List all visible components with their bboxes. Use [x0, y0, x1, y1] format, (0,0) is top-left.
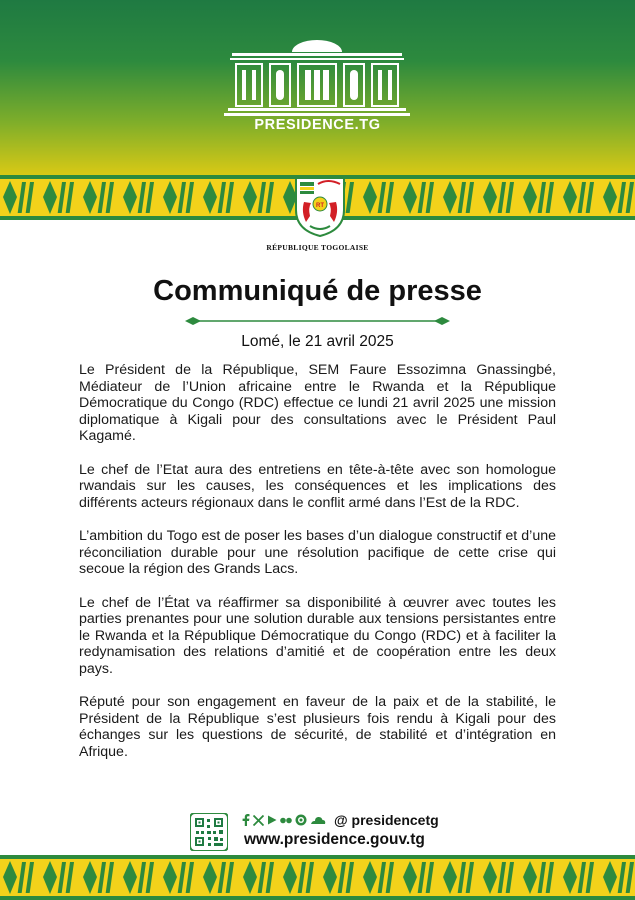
kente-band-bottom: [0, 855, 635, 900]
title-divider: [185, 316, 450, 326]
qr-code-icon[interactable]: [190, 813, 228, 851]
site-name: PRESIDENCE.TG: [254, 117, 381, 133]
emblem-monogram: RT: [316, 203, 324, 209]
paragraph: L’ambition du Togo est de poser les bases d’un dialogue constructif et d’une réconciliation durable pour une résolution pacifique de cette crise qui secoue la région des Grands Lacs.: [79, 528, 556, 577]
facebook-icon[interactable]: [242, 814, 250, 826]
whatsapp-icon[interactable]: [295, 814, 307, 826]
youtube-icon[interactable]: [267, 815, 277, 825]
date-line: Lomé, le 21 avril 2025: [241, 333, 394, 350]
republique-caption: RÉPUBLIQUE TOGOLAISE: [266, 243, 369, 252]
coat-of-arms-icon: [292, 176, 348, 238]
flickr-icon[interactable]: [280, 817, 292, 824]
social-links: [242, 812, 439, 828]
page-title: Communiqué de presse: [153, 275, 482, 307]
communique-body: [79, 362, 556, 777]
paragraph: Le chef de l’Etat aura des entretiens en tête-à-tête avec son homologue rwandais sur les causes, les conséquences et les implications des différents acteurs régionaux dans le conflit armé dans l’Est de la RDC.: [79, 461, 556, 511]
soundcloud-icon[interactable]: [310, 816, 326, 825]
presidential-palace-logo: [222, 38, 412, 118]
paragraph: Le chef de l’État va réaffirmer sa disponibilité à œuvrer avec toutes les parties prenantes pour une solution durable aux tensions persistantes entre le Rwanda et la République Démocratique du Congo (RDC) et à faciliter la redynamisation des relations d’amitié et de coopération entre les deux pays.: [79, 594, 556, 677]
website-link[interactable]: www.presidence.gouv.tg: [244, 831, 425, 848]
social-handle[interactable]: @ presidencetg: [334, 812, 439, 828]
paragraph: Le Président de la République, SEM Faure Essozimna Gnassingbé, Médiateur de l’Union africaine entre le Rwanda et la République Démocratique du Congo (RDC) effectue ce lundi 21 avril 2025 une mission diplomatique à Kigali pour des consultations avec le Président Paul Kagamé.: [79, 362, 556, 444]
x-icon[interactable]: [253, 815, 264, 826]
header-banner: [0, 0, 635, 175]
paragraph: Réputé pour son engagement en faveur de la paix et de la stabilité, le Président de la République s’est plusieurs fois rendu à Kigali pour des échanges sur les questions de sécurité, de stabilité et d’intégration en Afrique.: [79, 694, 556, 760]
